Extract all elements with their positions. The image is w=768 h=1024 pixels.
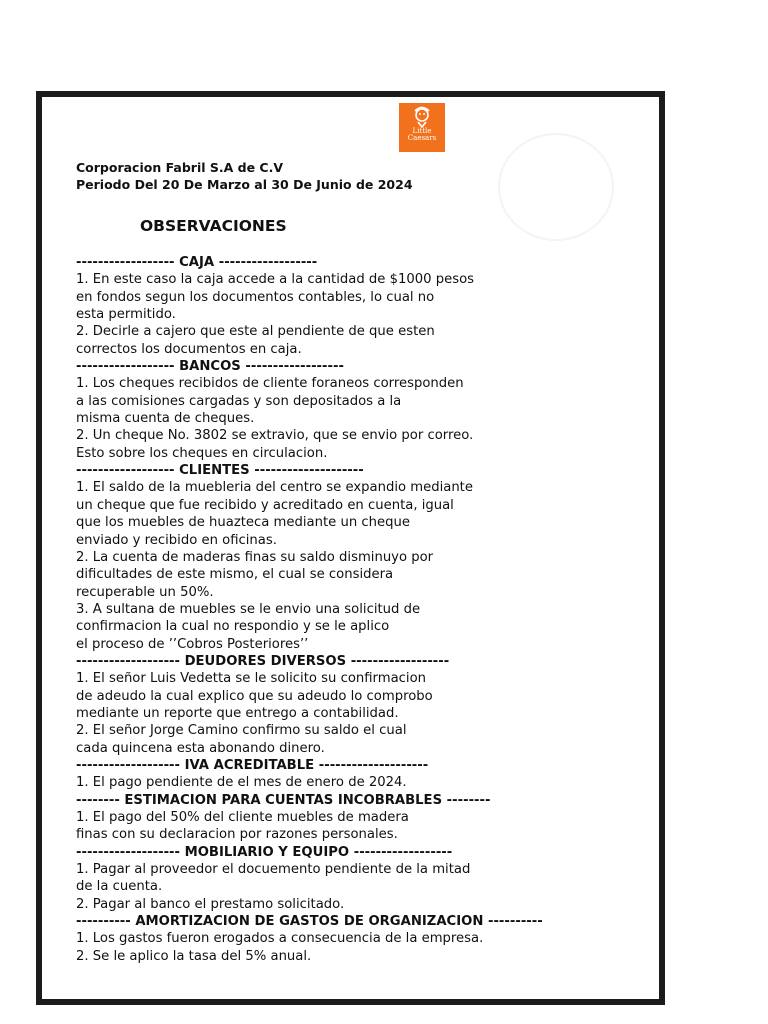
observation-line: correctos los documentos en caja. xyxy=(76,341,302,357)
heading-dashes-right: -------------------- xyxy=(318,757,429,773)
section-heading xyxy=(76,792,651,809)
section-name: CLIENTES xyxy=(179,463,250,479)
section-name: AMORTIZACION DE GASTOS DE ORGANIZACION xyxy=(135,914,484,930)
observation-line: confirmacion la cual no respondio y se le aplico xyxy=(76,619,390,635)
heading-dashes-left: ------------------ xyxy=(76,359,175,375)
observation-line: 2. Se le aplico la tasa del 5% anual. xyxy=(76,948,312,964)
heading-dashes-right: ---------- xyxy=(487,914,543,930)
observation-line: de la cuenta. xyxy=(76,879,163,895)
observation-line: esta permitido. xyxy=(76,307,176,323)
observation-line: 2. Un cheque No. 3802 se extravio, que se envio por correo. xyxy=(76,428,474,444)
observation-line: 2. Pagar al banco el prestamo solicitado. xyxy=(76,896,345,912)
section-heading xyxy=(76,254,651,271)
section-name: BANCOS xyxy=(179,359,241,375)
observation-line: Esto sobre los cheques en circulacion. xyxy=(76,445,328,461)
document-title: OBSERVACIONES xyxy=(140,217,287,235)
observation-line: 2. La cuenta de maderas finas su saldo disminuyo por xyxy=(76,549,434,565)
observation-line: 1. Los cheques recibidos de cliente foraneos corresponden xyxy=(76,376,464,392)
observation-line: el proceso de ’’Cobros Posteriores’’ xyxy=(76,636,309,652)
observation-line: 3. A sultana de muebles se le envio una solicitud de xyxy=(76,601,421,617)
company-header xyxy=(76,159,413,193)
logo-text-line1: Little xyxy=(412,127,432,135)
heading-dashes-left: ------------------- xyxy=(76,653,180,669)
caesar-icon xyxy=(409,106,435,128)
section-heading xyxy=(76,358,651,375)
faint-seal-watermark xyxy=(498,133,614,241)
observation-line: 1. El saldo de la muebleria del centro se expandio mediante xyxy=(76,480,473,496)
heading-dashes-left: -------- xyxy=(76,792,120,808)
observation-line: 1. Pagar al proveedor el docuemento pendiente de la mitad xyxy=(76,862,471,878)
section-name: MOBILIARIO Y EQUIPO xyxy=(184,844,350,860)
section-heading xyxy=(76,913,651,930)
observation-line: dificultades de este mismo, el cual se considera xyxy=(76,567,394,583)
section-name: CAJA xyxy=(179,255,215,270)
observation-line: a las comisiones cargadas y son depositados a la xyxy=(76,393,402,409)
heading-dashes-left: ------------------- xyxy=(76,844,180,860)
heading-dashes-left: ------------------ xyxy=(76,255,175,270)
period-text: Periodo Del 20 De Marzo al 30 De Junio de 2024 xyxy=(76,177,413,192)
company-name: Corporacion Fabril S.A de C.V xyxy=(76,160,284,175)
observation-line: 2. Decirle a cajero que este al pendiente de que esten xyxy=(76,324,435,340)
heading-dashes-left: ---------- xyxy=(76,914,131,930)
section-heading xyxy=(76,653,651,670)
heading-dashes-right: ------------------ xyxy=(353,844,453,860)
section-heading xyxy=(76,462,651,479)
observation-line: en fondos segun los documentos contables, lo cual no xyxy=(76,289,435,305)
section-name: ESTIMACION PARA CUENTAS INCOBRABLES xyxy=(124,792,443,808)
heading-dashes-right: -------------------- xyxy=(254,463,364,479)
observation-line: recuperable un 50%. xyxy=(76,584,214,600)
heading-dashes-left: ------------------ xyxy=(76,463,175,479)
logo-text-line2: Caesars xyxy=(407,134,437,142)
observations-body xyxy=(76,254,651,965)
observation-line: de adeudo la cual explico que su adeudo lo comprobo xyxy=(76,688,433,704)
observation-line: 2. El señor Jorge Camino confirmo su saldo el cual xyxy=(76,723,407,739)
observation-line: misma cuenta de cheques. xyxy=(76,411,255,427)
heading-dashes-right: ------------------ xyxy=(350,653,450,669)
section-heading xyxy=(76,844,651,861)
heading-dashes-left: ------------------- xyxy=(76,757,180,773)
observation-line: 1. El pago del 50% del cliente muebles de madera xyxy=(76,810,409,825)
section-name: DEUDORES DIVERSOS xyxy=(184,653,347,669)
heading-dashes-right: -------- xyxy=(446,792,491,808)
observation-line: un cheque que fue recibido y acreditado en cuenta, igual xyxy=(76,497,454,513)
document-page xyxy=(36,91,665,1005)
observation-line: finas con su declaracion por razones personales. xyxy=(76,827,398,843)
company-logo xyxy=(399,103,445,152)
observation-line: 1. El señor Luis Vedetta se le solicito su confirmacion xyxy=(76,671,427,687)
observation-line: enviado y recibido en oficinas. xyxy=(76,532,277,548)
heading-dashes-right: ------------------ xyxy=(245,359,344,375)
observation-line: mediante un reporte que entrego a contabilidad. xyxy=(76,705,399,721)
observation-line: 1. En este caso la caja accede a la cantidad de $1000 pesos xyxy=(76,272,475,288)
heading-dashes-right: ------------------ xyxy=(218,255,318,270)
section-name: IVA ACREDITABLE xyxy=(184,757,315,773)
observation-line: 1. Los gastos fueron erogados a consecuencia de la empresa. xyxy=(76,931,484,947)
observation-line: cada quincena esta abonando dinero. xyxy=(76,740,325,756)
observation-line: 1. El pago pendiente de el mes de enero de 2024. xyxy=(76,775,407,791)
observation-line: que los muebles de huazteca mediante un cheque xyxy=(76,515,410,531)
section-heading xyxy=(76,757,651,774)
